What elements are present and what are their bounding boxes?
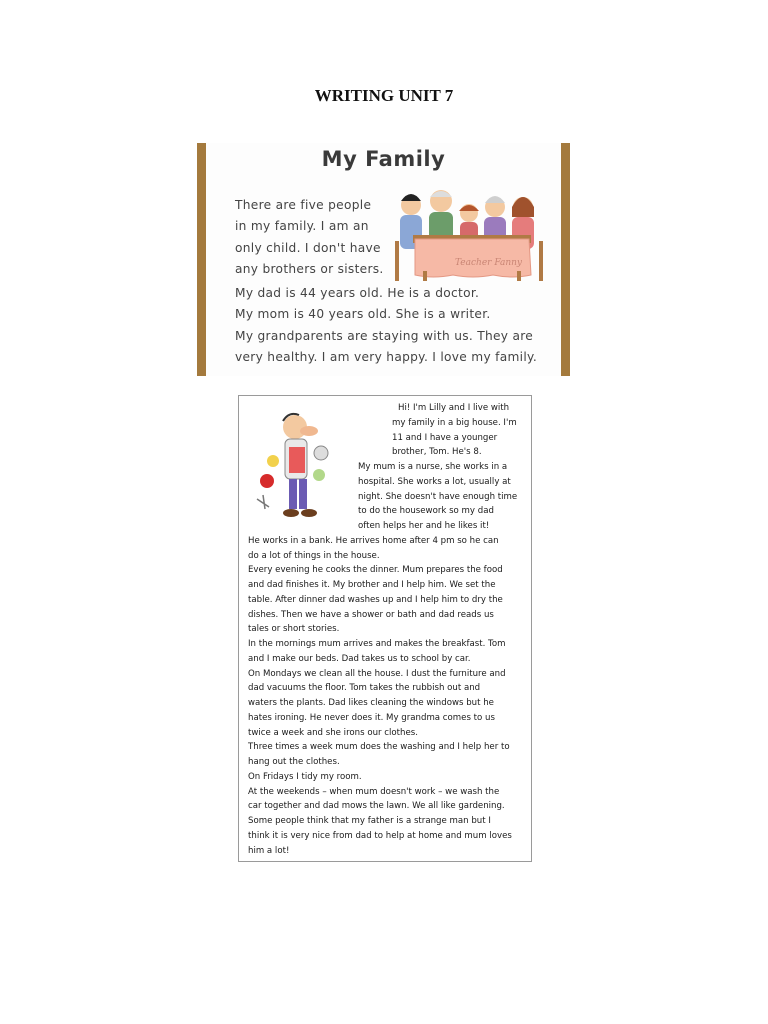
story-line: He works in a bank. He arrives home after 4 pm so he can — [248, 535, 499, 546]
paragraph-line: My grandparents are staying with us. They are — [235, 329, 534, 343]
story-line: On Mondays we clean all the house. I dust the furniture and — [248, 668, 506, 679]
story-line: to do the housework so my dad — [358, 506, 494, 517]
watermark-text: Teacher Fanny — [455, 258, 522, 268]
story-line: car together and dad mows the lawn. We all like gardening. — [248, 801, 505, 812]
story-line: think it is very nice from dad to help at home and mum loves — [248, 830, 512, 841]
my-family-card — [197, 143, 570, 376]
story-line: twice a week and she irons our clothes. — [248, 727, 418, 738]
story-line: dad vacuums the floor. Tom takes the rubbish out and — [248, 683, 481, 694]
paragraph-line: only child. I don't have — [235, 241, 381, 255]
paragraph-line: in my family. I am an — [235, 219, 369, 233]
story-line: hang out the clothes. — [248, 757, 340, 767]
story-line: my family in a big house. I'm — [392, 417, 517, 428]
story-line: table. After dinner dad washes up and I help him to dry the — [248, 594, 503, 605]
card-title: My Family — [321, 147, 446, 171]
story-line: 11 and I have a younger — [392, 432, 498, 443]
story-line: Three times a week mum does the washing and I help her to — [248, 742, 510, 753]
paragraph-line: any brothers or sisters. — [235, 262, 384, 276]
story-line: dishes. Then we have a shower or bath and dad reads us — [248, 609, 494, 620]
story-line: hospital. She works a lot, usually at — [358, 476, 511, 487]
story-line: At the weekends – when mum doesn't work – we wash the — [248, 786, 500, 797]
story-line: In the mornings mum arrives and makes the breakfast. Tom — [248, 639, 506, 649]
story-line: Every evening he cooks the dinner. Mum prepares the food — [248, 565, 503, 576]
paragraph-line: My dad is 44 years old. He is a doctor. — [235, 286, 480, 300]
story-line: My mum is a nurse, she works in a — [358, 462, 508, 472]
paragraph-line: There are five people — [235, 198, 372, 212]
story-line: often helps her and he likes it! — [358, 521, 490, 531]
story-line: and I make our beds. Dad takes us to school by car. — [248, 653, 471, 664]
lilly-story-card — [238, 395, 532, 862]
story-line: him a lot! — [248, 845, 290, 856]
story-line: do a lot of things in the house. — [248, 550, 380, 561]
family-dinner-illustration — [393, 183, 553, 283]
story-line: night. She doesn't have enough time — [358, 491, 518, 502]
story-line: tales or short stories. — [248, 624, 340, 635]
page-heading: WRITING UNIT 7 — [314, 86, 454, 105]
paragraph-line: very healthy. I am very happy. I love my family. — [235, 350, 537, 364]
story-line: and dad finishes it. My brother and I help him. We set the — [248, 580, 496, 590]
story-line: Hi! I'm Lilly and I live with — [398, 403, 510, 413]
story-line: waters the plants. Dad likes cleaning the windows but he — [248, 698, 494, 708]
paragraph-line: My mom is 40 years old. She is a writer. — [235, 307, 491, 321]
story-line: brother, Tom. He's 8. — [392, 447, 482, 458]
story-line: On Fridays I tidy my room. — [248, 771, 362, 782]
busy-dad-illustration — [253, 409, 345, 527]
story-line: hates ironing. He never does it. My grandma comes to us — [248, 712, 495, 723]
story-line: Some people think that my father is a strange man but I — [248, 816, 491, 826]
